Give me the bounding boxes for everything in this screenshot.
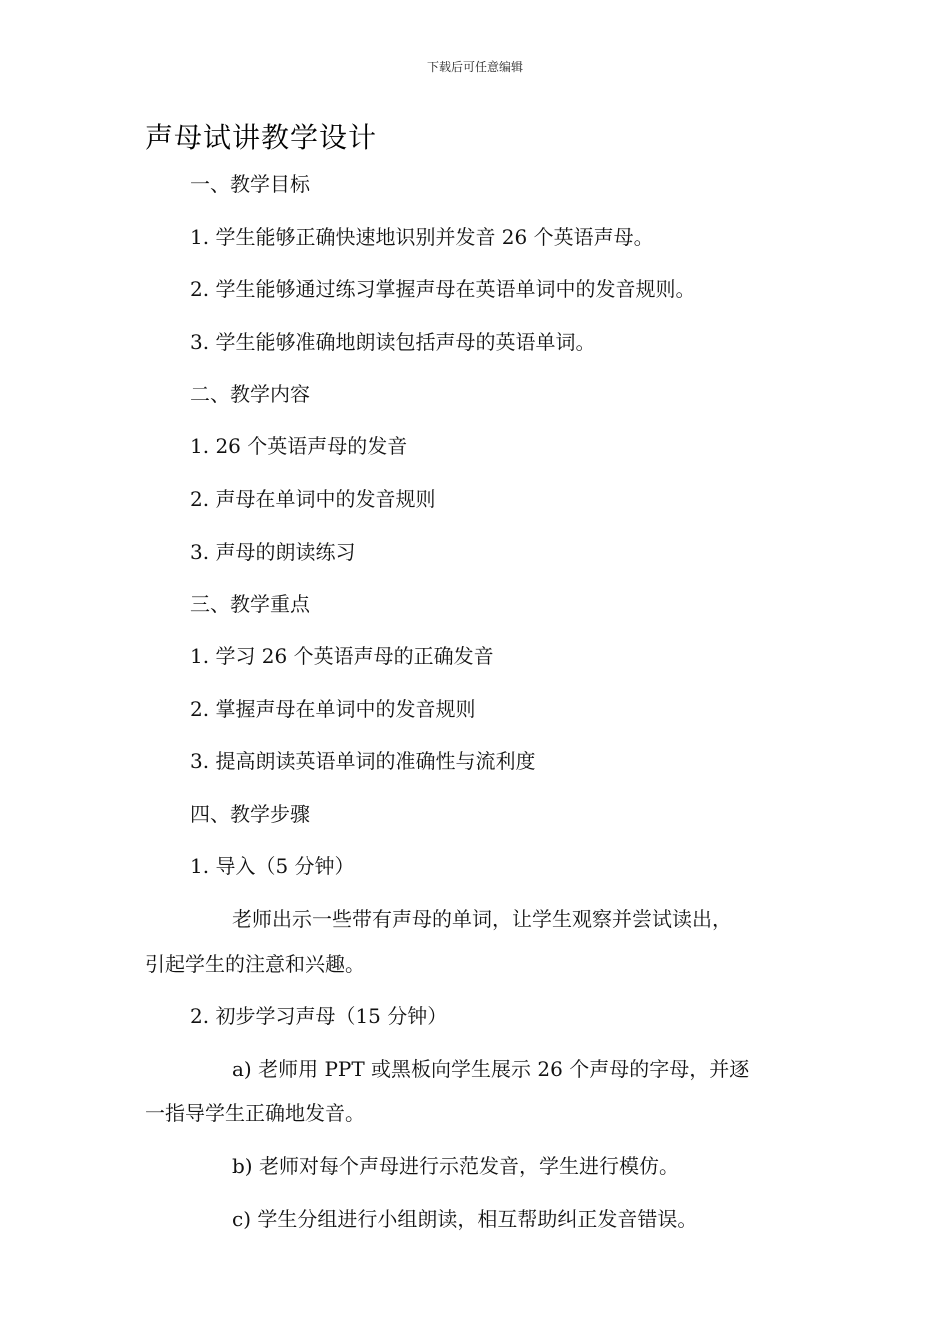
- step-1-paragraph-line-1: 老师出示一些带有声母的单词，让学生观察并尝试读出，: [232, 907, 732, 931]
- objective-item-1: 1. 学生能够正确快速地识别并发音 26 个英语声母。: [190, 225, 654, 249]
- focus-item-2: 2. 掌握声母在单词中的发音规则: [190, 697, 476, 721]
- content-item-2: 2. 声母在单词中的发音规则: [190, 487, 436, 511]
- step-2-item-a-line-2: 一指导学生正确地发音。: [145, 1101, 365, 1125]
- focus-item-1: 1. 学习 26 个英语声母的正确发音: [190, 644, 494, 668]
- document-title: 声母试讲教学设计: [145, 121, 378, 154]
- objective-item-3: 3. 学生能够准确地朗读包括声母的英语单词。: [190, 330, 596, 354]
- section-heading-content: 二、教学内容: [190, 382, 310, 406]
- step-1-heading: 1. 导入（5 分钟）: [190, 854, 355, 878]
- section-heading-objectives: 一、教学目标: [190, 172, 310, 196]
- section-heading-steps: 四、教学步骤: [190, 802, 310, 826]
- content-item-3: 3. 声母的朗读练习: [190, 540, 356, 564]
- step-1-paragraph-line-2: 引起学生的注意和兴趣。: [145, 952, 365, 976]
- step-2-item-b: b) 老师对每个声母进行示范发音，学生进行模仿。: [232, 1154, 679, 1178]
- focus-item-3: 3. 提高朗读英语单词的准确性与流利度: [190, 749, 536, 773]
- content-item-1: 1. 26 个英语声母的发音: [190, 434, 408, 458]
- step-2-heading: 2. 初步学习声母（15 分钟）: [190, 1004, 448, 1028]
- section-heading-focus: 三、教学重点: [190, 592, 310, 616]
- objective-item-2: 2. 学生能够通过练习掌握声母在英语单词中的发音规则。: [190, 277, 696, 301]
- step-2-item-a-line-1: a) 老师用 PPT 或黑板向学生展示 26 个声母的字母，并逐: [232, 1057, 750, 1081]
- step-2-item-c: c) 学生分组进行小组朗读，相互帮助纠正发音错误。: [232, 1207, 698, 1231]
- page-header-note: 下载后可任意编辑: [426, 60, 523, 74]
